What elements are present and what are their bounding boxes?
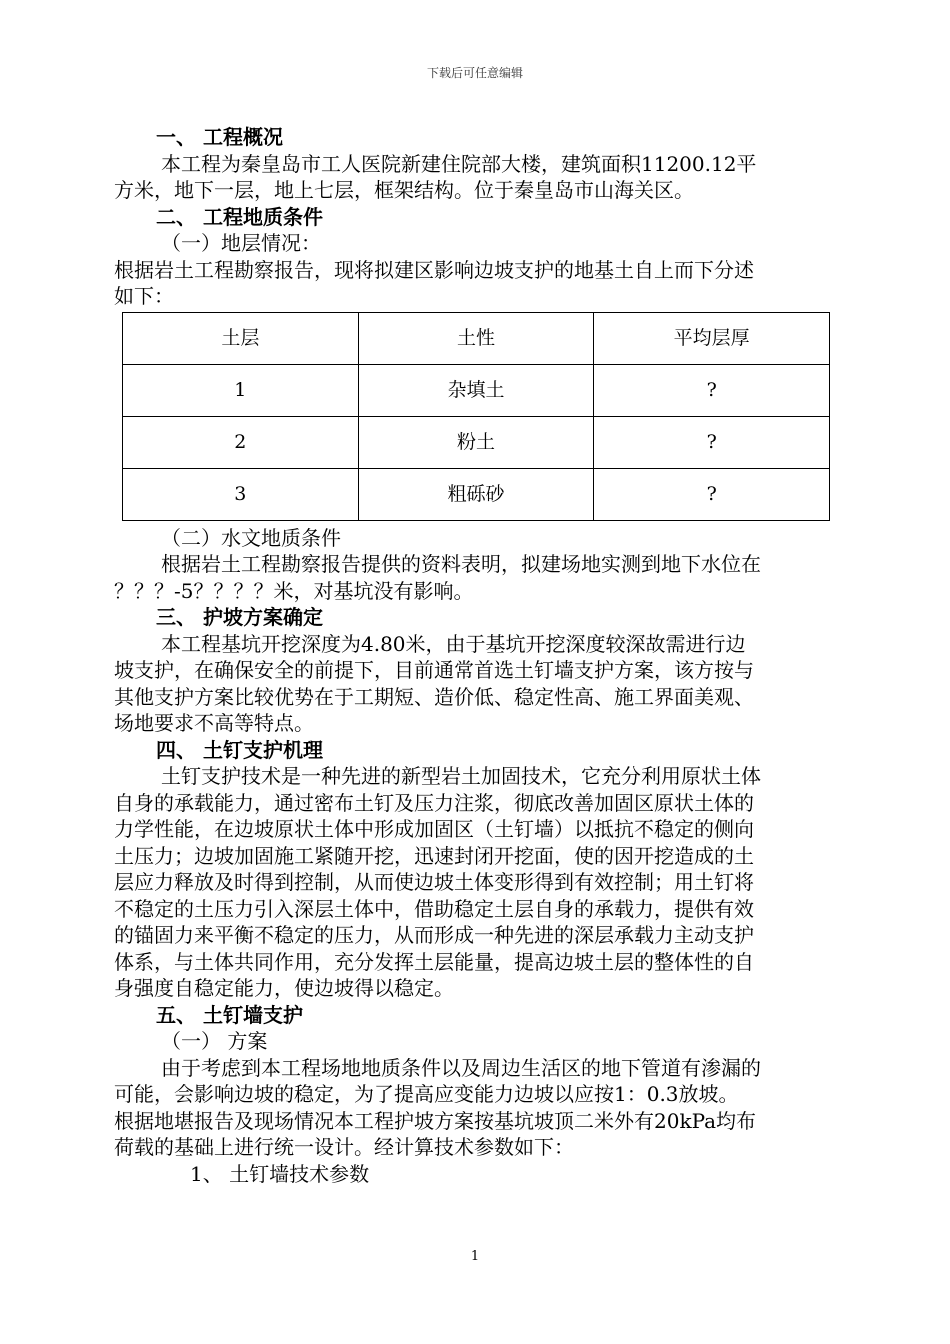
table-cell: ? <box>594 468 830 520</box>
paragraph-line: 土钉支护技术是一种先进的新型岩土加固技术，它充分利用原状土体 <box>161 764 761 788</box>
paragraph-line: 如下： <box>114 284 174 308</box>
table-header-cell: 土性 <box>358 312 594 364</box>
document-body <box>114 124 836 1187</box>
header-note: 下载后可任意编辑 <box>426 66 523 80</box>
table-cell: ? <box>594 364 830 416</box>
page-number: 1 <box>470 1249 480 1264</box>
paragraph-line: 根据岩土工程勘察报告提供的资料表明，拟建场地实测到地下水位在 <box>161 552 761 576</box>
section-1-title: 一、 工程概况 <box>156 125 283 149</box>
table-cell: ? <box>594 416 830 468</box>
paragraph-line: 根据地堪报告及现场情况本工程护坡方案按基坑坡顶二米外有20kPa均布 <box>114 1108 757 1133</box>
list-item: 1、 土钉墙技术参数 <box>190 1161 370 1186</box>
paragraph-line: ？？？-5？？？？米，对基坑没有影响。 <box>114 578 474 603</box>
section-5-title: 五、 土钉墙支护 <box>156 1002 303 1027</box>
table-cell: 3 <box>123 468 359 520</box>
paragraph-line: 土压力；边坡加固施工紧随开挖，迅速封闭开挖面，使的因开挖造成的土 <box>114 843 754 868</box>
subsection-title: （二）水文地质条件 <box>161 525 341 550</box>
paragraph-line: 本工程为秦皇岛市工人医院新建住院部大楼，建筑面积11200.12平 <box>161 151 757 176</box>
paragraph-line: 其他支护方案比较优势在于工期短、造价低、稳定性高、施工界面美观、 <box>114 684 754 709</box>
paragraph-line: 根据岩土工程勘察报告，现将拟建区影响边坡支护的地基土自上而下分述 <box>114 257 754 282</box>
paragraph-line: 自身的承载能力，通过密布土钉及压力注浆，彻底改善加固区原状土体的 <box>114 790 754 815</box>
subsection-title: （一）地层情况： <box>161 231 321 255</box>
table-row <box>123 364 830 416</box>
paragraph-line: 方米，地下一层，地上七层，框架结构。位于秦皇岛市山海关区。 <box>114 178 694 202</box>
table-row <box>123 416 830 468</box>
table-header-row <box>123 312 830 364</box>
table-cell: 1 <box>123 364 359 416</box>
soil-layer-table <box>122 312 830 521</box>
table-cell: 粉土 <box>358 416 594 468</box>
table-cell: 粗砾砂 <box>358 468 594 520</box>
table-row <box>123 468 830 520</box>
paragraph-line: 荷载的基础上进行统一设计。经计算技术参数如下： <box>114 1135 574 1159</box>
paragraph-line: 本工程基坑开挖深度为4.80米，由于基坑开挖深度较深故需进行边 <box>161 631 746 656</box>
paragraph-line: 层应力释放及时得到控制，从而使边坡土体变形得到有效控制；用土钉将 <box>114 870 754 894</box>
paragraph-line: 力学性能，在边坡原状土体中形成加固区（土钉墙）以抵抗不稳定的侧向 <box>114 817 754 841</box>
section-2-title: 二、 工程地质条件 <box>156 204 323 229</box>
table-cell: 2 <box>123 416 359 468</box>
paragraph-line: 的锚固力来平衡不稳定的压力，从而形成一种先进的深层承载力主动支护 <box>114 923 754 947</box>
paragraph-line: 场地要求不高等特点。 <box>114 711 314 735</box>
paragraph-line: 坡支护，在确保安全的前提下，目前通常首选土钉墙支护方案，该方按与 <box>114 658 754 682</box>
paragraph-line: 体系，与土体共同作用，充分发挥土层能量，提高边坡土层的整体性的自 <box>114 949 754 974</box>
table-header-cell: 土层 <box>123 312 359 364</box>
paragraph-line: 由于考虑到本工程场地地质条件以及周边生活区的地下管道有渗漏的 <box>161 1055 761 1080</box>
section-3-title: 三、 护坡方案确定 <box>156 605 323 629</box>
section-4-title: 四、 土钉支护机理 <box>156 737 323 762</box>
paragraph-line: 身强度自稳定能力，使边坡得以稳定。 <box>114 976 454 1000</box>
table-cell: 杂填土 <box>358 364 594 416</box>
paragraph-line: 可能，会影响边坡的稳定，为了提高应变能力边坡以应按1：0.3放坡。 <box>114 1082 739 1106</box>
subsection-title: （一） 方案 <box>161 1029 268 1053</box>
table-header-cell: 平均层厚 <box>594 312 830 364</box>
paragraph-line: 不稳定的土压力引入深层土体中，借助稳定土层自身的承载力，提供有效 <box>114 896 754 921</box>
